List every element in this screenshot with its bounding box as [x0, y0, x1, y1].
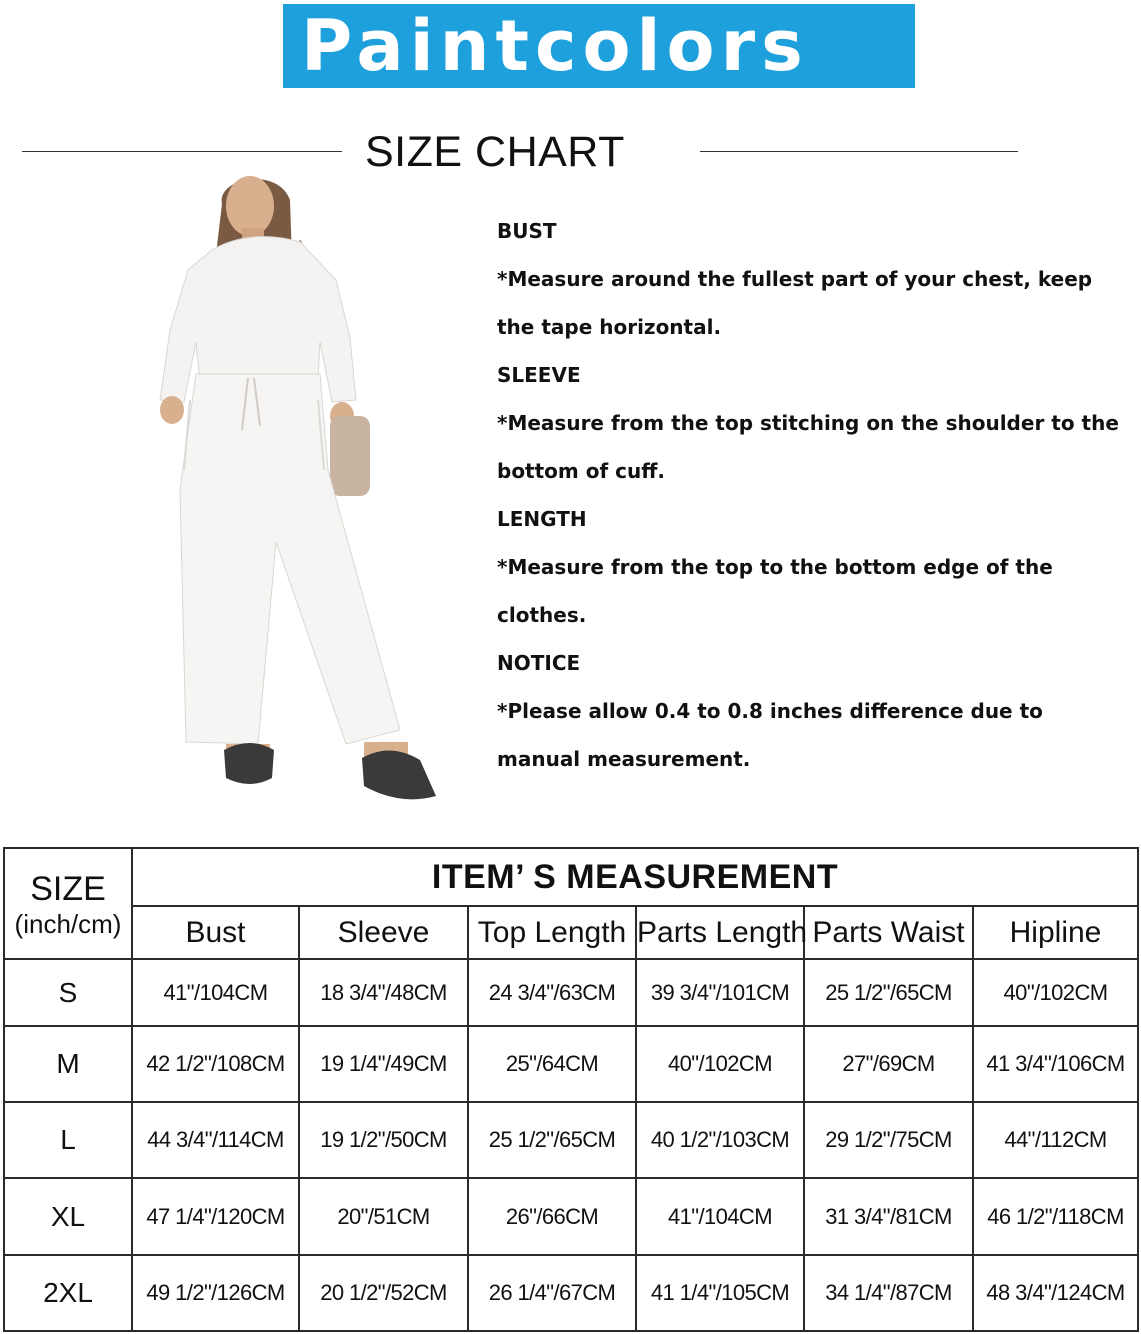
- table-cell: 25 1/2"/65CM: [468, 1102, 636, 1178]
- table-cell: 42 1/2"/108CM: [132, 1026, 299, 1102]
- table-cell: 40"/102CM: [973, 959, 1138, 1026]
- guide-label-bust: BUST: [497, 219, 557, 243]
- brand-name: Paintcolors: [301, 5, 809, 87]
- guide-text-bust: *Measure around the fullest part of your chest, keep the tape horizontal.: [497, 267, 1093, 339]
- table-cell: 49 1/2"/126CM: [132, 1255, 299, 1331]
- guide-label-notice: NOTICE: [497, 651, 581, 675]
- measurement-guide: [497, 207, 1127, 783]
- table-cell: 41"/104CM: [636, 1178, 804, 1255]
- table-cell: 47 1/4"/120CM: [132, 1178, 299, 1255]
- table-cell: 18 3/4"/48CM: [299, 959, 468, 1026]
- table-cell: 20 1/2"/52CM: [299, 1255, 468, 1331]
- table-cell: 34 1/4"/87CM: [804, 1255, 973, 1331]
- table-row: [4, 1255, 1138, 1331]
- row-size-label: XL: [4, 1178, 132, 1255]
- guide-text-notice: *Please allow 0.4 to 0.8 inches difference due to manual measurement.: [497, 699, 1043, 771]
- row-size-label: 2XL: [4, 1255, 132, 1331]
- table-cell: 27"/69CM: [804, 1026, 973, 1102]
- table-cell: 48 3/4"/124CM: [973, 1255, 1138, 1331]
- row-size-label: L: [4, 1102, 132, 1178]
- table-cell: 29 1/2"/75CM: [804, 1102, 973, 1178]
- table-row: [4, 1102, 1138, 1178]
- column-header-top-length: Top Length: [468, 906, 636, 959]
- table-row: [4, 1026, 1138, 1102]
- column-header-parts-length: Parts Length: [636, 906, 804, 959]
- guide-label-length: LENGTH: [497, 507, 587, 531]
- table-cell: 46 1/2"/118CM: [973, 1178, 1138, 1255]
- table-cell: 31 3/4"/81CM: [804, 1178, 973, 1255]
- model-photo: [150, 170, 450, 810]
- title-divider-left: [22, 151, 342, 152]
- measurement-group-header: ITEM’ S MEASUREMENT: [132, 848, 1138, 906]
- column-header-hipline: Hipline: [973, 906, 1138, 959]
- table-cell: 20"/51CM: [299, 1178, 468, 1255]
- row-size-label: M: [4, 1026, 132, 1102]
- table-cell: 41 3/4"/106CM: [973, 1026, 1138, 1102]
- table-cell: 25"/64CM: [468, 1026, 636, 1102]
- table-cell: 26"/66CM: [468, 1178, 636, 1255]
- guide-text-sleeve: *Measure from the top stitching on the shoulder to the bottom of cuff.: [497, 411, 1119, 483]
- table-cell: 40"/102CM: [636, 1026, 804, 1102]
- table-row: [4, 1178, 1138, 1255]
- column-header-sleeve: Sleeve: [299, 906, 468, 959]
- size-header-label: SIZE: [30, 869, 106, 908]
- table-cell: 19 1/4"/49CM: [299, 1026, 468, 1102]
- table-cell: 26 1/4"/67CM: [468, 1255, 636, 1331]
- table-cell: 19 1/2"/50CM: [299, 1102, 468, 1178]
- guide-label-sleeve: SLEEVE: [497, 363, 581, 387]
- column-header-parts-waist: Parts Waist: [804, 906, 973, 959]
- table-row: [4, 959, 1138, 1026]
- table-cell: 25 1/2"/65CM: [804, 959, 973, 1026]
- page-title: SIZE CHART: [365, 128, 625, 176]
- table-cell: 40 1/2"/103CM: [636, 1102, 804, 1178]
- guide-text-length: *Measure from the top to the bottom edge of the clothes.: [497, 555, 1053, 627]
- table-cell: 41"/104CM: [132, 959, 299, 1026]
- size-column-header: [4, 848, 132, 959]
- table-cell: 39 3/4"/101CM: [636, 959, 804, 1026]
- table-cell: 41 1/4"/105CM: [636, 1255, 804, 1331]
- table-cell: 44 3/4"/114CM: [132, 1102, 299, 1178]
- brand-banner: [283, 4, 915, 88]
- title-divider-right: [700, 151, 1018, 152]
- size-table: [3, 847, 1139, 1332]
- table-cell: 24 3/4"/63CM: [468, 959, 636, 1026]
- table-cell: 44"/112CM: [973, 1102, 1138, 1178]
- unit-header-label: (inch/cm): [14, 908, 122, 939]
- column-header-bust: Bust: [132, 906, 299, 959]
- row-size-label: S: [4, 959, 132, 1026]
